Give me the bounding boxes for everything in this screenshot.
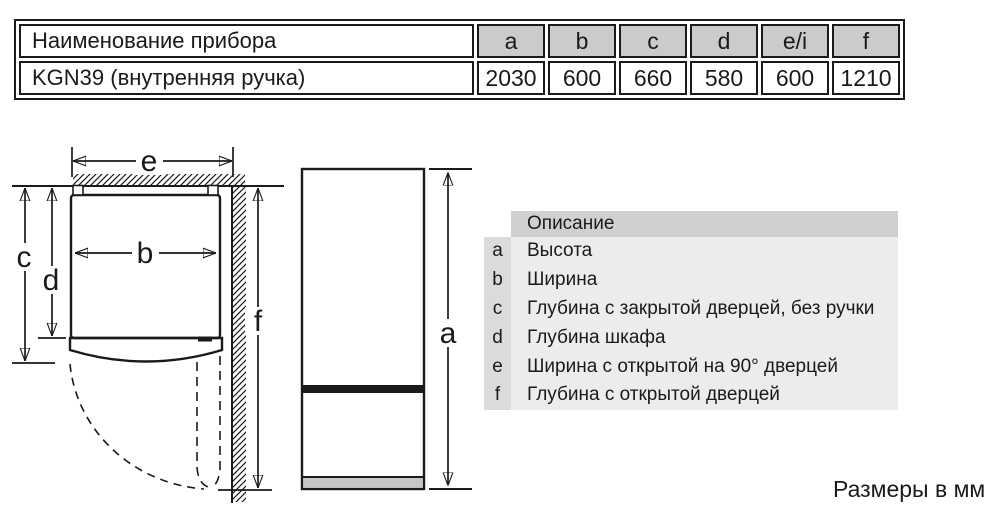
dim-label-b: b [136, 237, 154, 270]
legend-row-e [484, 352, 898, 381]
legend-row-c [484, 295, 898, 324]
door-closed-outline [70, 338, 222, 362]
legend-row-b [484, 266, 898, 295]
legend-header: Описание [511, 211, 898, 237]
hinge-right [208, 186, 218, 196]
table-col-b: b [548, 24, 616, 58]
wall-hatch-right [232, 186, 246, 502]
dim-label-d: d [42, 264, 60, 297]
legend-row-f [484, 381, 898, 410]
dim-label-c: c [16, 241, 32, 274]
legend-key-c: c [484, 295, 511, 324]
table-col-a: a [477, 24, 545, 58]
legend-label-d: Глубина шкафа [511, 323, 898, 352]
legend-key-b: b [484, 266, 511, 295]
model-name: KGN39 (внутренняя ручка) [19, 61, 474, 95]
door-handle-detail [198, 337, 212, 342]
units-note: Размеры в мм [833, 476, 986, 502]
legend-label-e: Ширина с открытой на 90° дверцей [511, 352, 898, 381]
door-swing-arc [70, 364, 204, 489]
legend-row-a [484, 237, 898, 266]
legend-label-c: Глубина с закрытой дверцей, без ручки [511, 295, 898, 324]
table-col-c: c [619, 24, 687, 58]
legend-key-f: f [484, 381, 511, 410]
legend-label-a: Высота [511, 237, 898, 266]
legend-key-e: e [484, 352, 511, 381]
legend [484, 211, 898, 410]
table-col-f: f [832, 24, 900, 58]
table-col-ei: e/i [761, 24, 829, 58]
legend-label-b: Ширина [511, 266, 898, 295]
hinge-left [73, 186, 83, 196]
value-ei: 600 [761, 61, 829, 95]
dimensions-table [14, 19, 905, 100]
legend-row-d [484, 323, 898, 352]
value-d: 580 [690, 61, 758, 95]
wall-hatch-top [73, 174, 245, 186]
table-header-row [19, 24, 900, 58]
table-name-header: Наименование прибора [19, 24, 474, 58]
legend-key-a: a [484, 237, 511, 266]
table-col-d: d [690, 24, 758, 58]
value-f: 1210 [832, 61, 900, 95]
table-data-row [19, 61, 900, 95]
legend-label-f: Глубина с открытой дверцей [511, 381, 898, 410]
value-b: 600 [548, 61, 616, 95]
door-open-dashed-right [212, 356, 220, 487]
dim-label-f: f [253, 305, 263, 338]
installation-drawing [0, 140, 480, 511]
door-open-dashed-left [197, 362, 212, 488]
fridge-front-view [302, 169, 424, 489]
legend-key-d: d [484, 323, 511, 352]
value-c: 660 [619, 61, 687, 95]
fridge-plinth [303, 477, 423, 488]
value-a: 2030 [477, 61, 545, 95]
dim-label-a: a [439, 317, 457, 350]
dim-label-e: e [140, 145, 158, 178]
